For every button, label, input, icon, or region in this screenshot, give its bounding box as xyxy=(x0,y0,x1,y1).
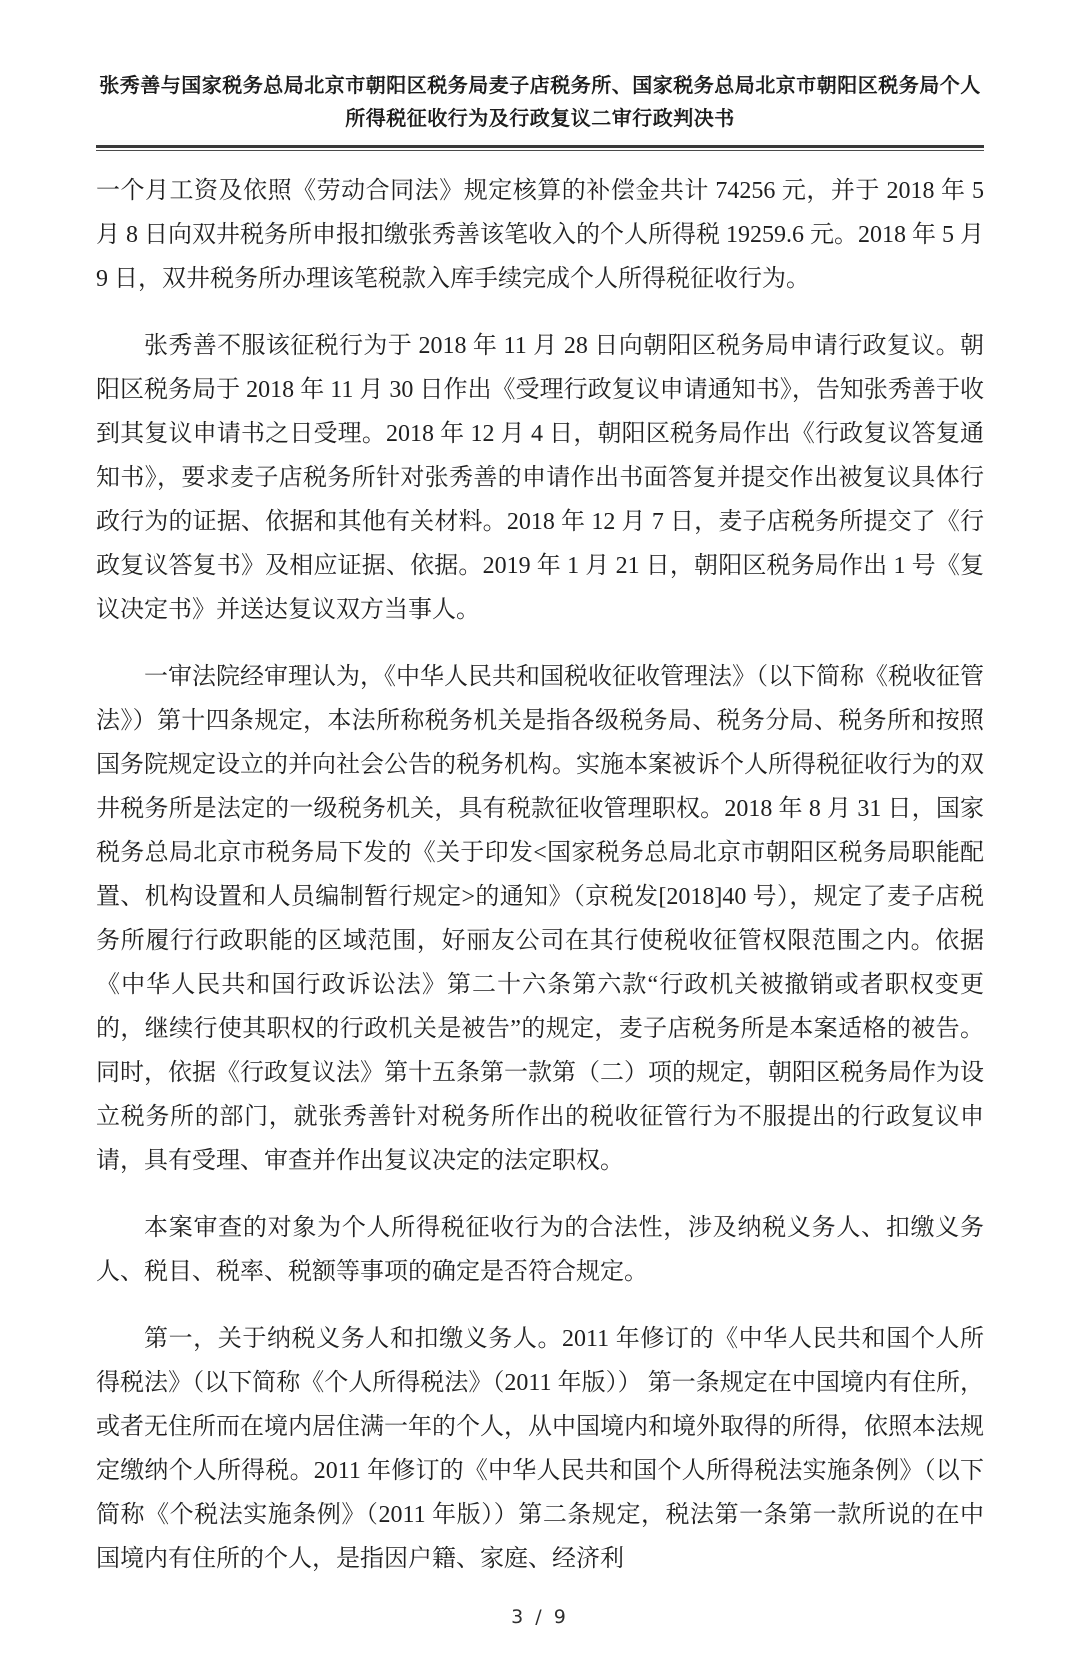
paragraph-taxpayer-withholding-agent: 第一，关于纳税义务人和扣缴义务人。2011 年修订的《中华人民共和国个人所得税法》（以下简称《个人所得税法》（2011 年版）） 第一条规定在中国境内有住所，或者无住所而在境内居住满一年的个人，从中国境内和境外取得的所得，依照本法规定缴纳个人所得税。2011 年修订的《中华人民共和国个人所得税法实施条例》（以下简称《个税法实施条例》（2011 年版））第二条规定，税法第一条第一款所说的在中国境内有住所的个人，是指因户籍、家庭、经济利 xyxy=(96,1326,984,1572)
page-number: 3 / 9 xyxy=(511,1606,569,1628)
paragraph-first-instance-findings: 一审法院经审理认为，《中华人民共和国税收征收管理法》（以下简称《税收征管法》）第十四条规定，本法所称税务机关是指各级税务局、税务分局、税务所和按照国务院规定设立的并向社会公告的税务机构。实施本案被诉个人所得税征收行为的双井税务所是法定的一级税务机关，具有税款征收管理职权。2018 年 8 月 31 日，国家税务总局北京市税务局下发的《关于印发<国家税务总局北京市朝阳区税务局职能配置、机构设置和人员编制暂行规定>的通知》（京税发[2018]40 号），规定了麦子店税务所履行行政职能的区域范围，好丽友公司在其行使税收征管权限范围之内。依据《中华人民共和国行政诉讼法》第二十六条第六款“行政机关被撤销或者职权变更的，继续行使其职权的行政机关是被告”的规定，麦子店税务所是本案适格的被告。同时，依据《行政复议法》第十五条第一款第（二）项的规定，朝阳区税务局作为设立税务所的部门，就张秀善针对税务所作出的税收征管行为不服提出的行政复议申请，具有受理、审查并作出复议决定的法定职权。 xyxy=(96,664,984,1174)
document-header xyxy=(96,70,984,153)
paragraph-review-application: 张秀善不服该征税行为于 2018 年 11 月 28 日向朝阳区税务局申请行政复议。朝阳区税务局于 2018 年 11 月 30 日作出《受理行政复议申请通知书》，告知张秀善于收到其复议申请书之日受理。2018 年 12 月 4 日，朝阳区税务局作出《行政复议答复通知书》，要求麦子店税务所针对张秀善的申请作出书面答复并提交作出被复议具体行政行为的证据、依据和其他有关材料。2018 年 12 月 7 日，麦子店税务所提交了《行政复议答复书》及相应证据、依据。2019 年 1 月 21 日，朝阳区税务局作出 1 号《复议决定书》并送达复议双方当事人。 xyxy=(96,333,984,623)
document-body xyxy=(96,169,984,1604)
title-divider xyxy=(96,145,984,151)
document-title: 张秀善与国家税务总局北京市朝阳区税务局麦子店税务所、国家税务总局北京市朝阳区税务局个人所得税征收行为及行政复议二审行政判决书 xyxy=(99,75,981,130)
paragraph-review-scope: 本案审查的对象为个人所得税征收行为的合法性，涉及纳税义务人、扣缴义务人、税目、税率、税额等事项的确定是否符合规定。 xyxy=(96,1215,984,1285)
paragraph-continuation: 一个月工资及依照《劳动合同法》规定核算的补偿金共计 74256 元，并于 2018 年 5 月 8 日向双井税务所申报扣缴张秀善该笔收入的个人所得税 19259.6 元。2018 年 5 月 9 日，双井税务所办理该笔税款入库手续完成个人所得税征收行为。 xyxy=(96,178,984,292)
document-footer xyxy=(96,1604,984,1668)
